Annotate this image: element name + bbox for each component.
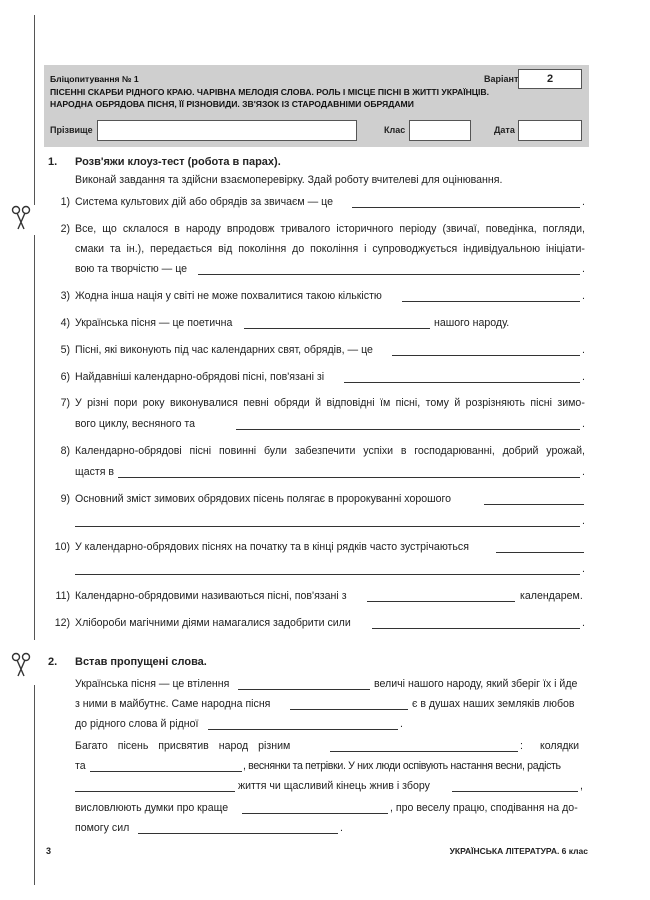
answer-blank[interactable] (198, 274, 580, 275)
answer-blank[interactable] (392, 355, 580, 356)
item-text: Календарно-обрядовими називаються пісні, пов'язані з (75, 590, 347, 602)
quiz-header (44, 65, 589, 147)
item-text: нашого народу. (434, 317, 510, 329)
item-text: Жодна інша нація у світі не може похвалитися такою кількістю (75, 290, 382, 302)
date-label: Дата (494, 125, 515, 135)
item-text: календарем. (520, 590, 583, 602)
item-number: 2) (60, 223, 70, 235)
task2-text: , про веселу працю, сподівання на до- (390, 802, 578, 814)
cut-line-top (34, 15, 35, 205)
item-end: . (582, 466, 585, 478)
task2-text: Багато пісень присвятив народ різним (75, 740, 291, 752)
fill-blank[interactable] (208, 729, 398, 730)
item-end: . (582, 418, 585, 430)
item-text: Найдавніші календарно-обрядові пісні, пов'язані зі (75, 371, 325, 383)
task2-text: , веснянки та петрівки. У них люди оспівують настання весни, радість (243, 760, 561, 772)
class-field[interactable] (409, 120, 471, 141)
item-end: . (582, 515, 585, 527)
answer-blank[interactable] (236, 429, 580, 430)
footer-subject: УКРАЇНСЬКА ЛІТЕРАТУРА. 6 клас (449, 846, 588, 856)
surname-field[interactable] (97, 120, 357, 141)
item-text: смаки та ін.), передається від покоління до покоління і супроводжується індивідуальною ініціати- (75, 243, 585, 255)
page-number: 3 (46, 846, 52, 856)
answer-blank[interactable] (484, 504, 584, 505)
class-label: Клас (384, 125, 406, 135)
task2-text: висловлюють думки про краще (75, 802, 229, 814)
task2-end: . (400, 718, 403, 730)
item-end: . (582, 563, 585, 575)
fill-blank[interactable] (452, 791, 578, 792)
item-end: . (582, 196, 585, 208)
item-end: . (582, 344, 585, 356)
fill-blank[interactable] (330, 751, 518, 752)
item-text: У календарно-обрядових піснях на початку та в кінці рядків часто зустрічаються (75, 541, 469, 553)
task1-number: 1. (48, 156, 58, 168)
task2-text: є в душах наших земляків любов (412, 698, 575, 710)
variant-label: Варіант (484, 74, 519, 84)
item-text: щастя в (75, 466, 115, 478)
fill-blank[interactable] (290, 709, 408, 710)
task1-title: Розв'яжи клоуз-тест (робота в парах). (75, 156, 281, 168)
item-number: 1) (60, 196, 70, 208)
fill-blank[interactable] (90, 771, 242, 772)
answer-blank[interactable] (352, 207, 580, 208)
surname-label: Прізвище (50, 125, 93, 135)
item-text: У різні пори року виконувалися певні обряди й відповідні їм пісні, тому й розрізняють пісні зимо- (75, 397, 585, 409)
item-text: Основний зміст зимових обрядових пісень полягає в пророкуванні хорошого (75, 493, 452, 505)
item-number: 9) (60, 493, 70, 505)
task2-text: : (520, 740, 523, 752)
variant-value: 2 (518, 69, 582, 89)
topic-line-2: НАРОДНА ОБРЯДОВА ПІСНЯ, ЇЇ РІЗНОВИДИ. ЗВ'ЯЗОК ІЗ СТАРОДАВНІМИ ОБРЯДАМИ (50, 99, 414, 109)
task2-end: , (580, 780, 583, 792)
task2-text: життя чи щасливий кінець жнив і збору (238, 780, 430, 792)
item-text: Все, що склалося в народу впродовж тривалого історичного періоду (звичаї, поведінка, погляди, (75, 223, 585, 235)
item-number: 8) (60, 445, 70, 457)
item-number: 6) (60, 371, 70, 383)
item-number: 5) (60, 344, 70, 356)
item-end: . (582, 290, 585, 302)
item-text: Календарно-обрядові пісні повинні були забезпечити успіхи в господарюванні, добрий урожай, (75, 445, 585, 457)
topic-line-1: ПІСЕННІ СКАРБИ РІДНОГО КРАЮ. ЧАРІВНА МЕЛОДІЯ СЛОВА. РОЛЬ І МІСЦЕ ПІСНІ В ЖИТТІ УКРАЇНЦІВ. (50, 86, 490, 97)
cut-line-middle (34, 235, 35, 640)
task2-title: Встав пропущені слова. (75, 656, 207, 668)
task2-text: з ними в майбутнє. Саме народна пісня (75, 698, 271, 710)
fill-blank[interactable] (238, 689, 370, 690)
header-title (50, 73, 489, 111)
fill-blank[interactable] (242, 813, 388, 814)
answer-blank[interactable] (75, 574, 580, 575)
item-text: вого циклу, весняного та (75, 418, 196, 430)
task2-text: колядки (540, 740, 580, 752)
item-number: 7) (60, 397, 70, 409)
answer-blank[interactable] (496, 552, 584, 553)
answer-blank[interactable] (118, 477, 580, 478)
answer-blank[interactable] (344, 382, 580, 383)
task2-text: величі нашого народу, який зберіг їх і йде (374, 678, 578, 690)
item-end: . (582, 617, 585, 629)
item-text: Система культових дій або обрядів за звичаєм — це (75, 196, 333, 208)
item-end: . (582, 263, 585, 275)
item-number: 3) (60, 290, 70, 302)
task2-number: 2. (48, 656, 58, 668)
task2-text: до рідного слова й рідної (75, 718, 199, 730)
answer-blank[interactable] (402, 301, 580, 302)
item-number: 11) (55, 590, 70, 602)
answer-blank[interactable] (367, 601, 515, 602)
blitz-label: Бліцопитування № 1 (50, 74, 139, 84)
cut-line-bottom (34, 685, 35, 885)
date-field[interactable] (518, 120, 582, 141)
task2-text: та (75, 760, 86, 772)
item-number: 10) (54, 541, 70, 553)
answer-blank[interactable] (372, 628, 580, 629)
scissors-icon (8, 652, 34, 678)
item-number: 4) (60, 317, 70, 329)
item-end: . (582, 371, 585, 383)
task2-text: помогу сил (75, 822, 130, 834)
fill-blank[interactable] (75, 791, 235, 792)
task1-subtitle: Виконай завдання та здійсни взаємоперевірку. Здай роботу вчителеві для оцінювання. (75, 174, 503, 186)
item-text: Хлібороби магічними діями намагалися задобрити сили (75, 617, 351, 629)
item-number: 12) (54, 617, 70, 629)
item-text: Пісні, які виконують під час календарних свят, обрядів, — це (75, 344, 373, 356)
fill-blank[interactable] (138, 833, 338, 834)
task2-end: . (340, 822, 343, 834)
item-text: вою та творчістю — це (75, 263, 188, 275)
answer-blank[interactable] (244, 328, 430, 329)
item-text: Українська пісня — це поетична (75, 317, 233, 329)
scissors-icon (8, 205, 34, 231)
task2-text: Українська пісня — це втілення (75, 678, 230, 690)
answer-blank[interactable] (75, 526, 580, 527)
